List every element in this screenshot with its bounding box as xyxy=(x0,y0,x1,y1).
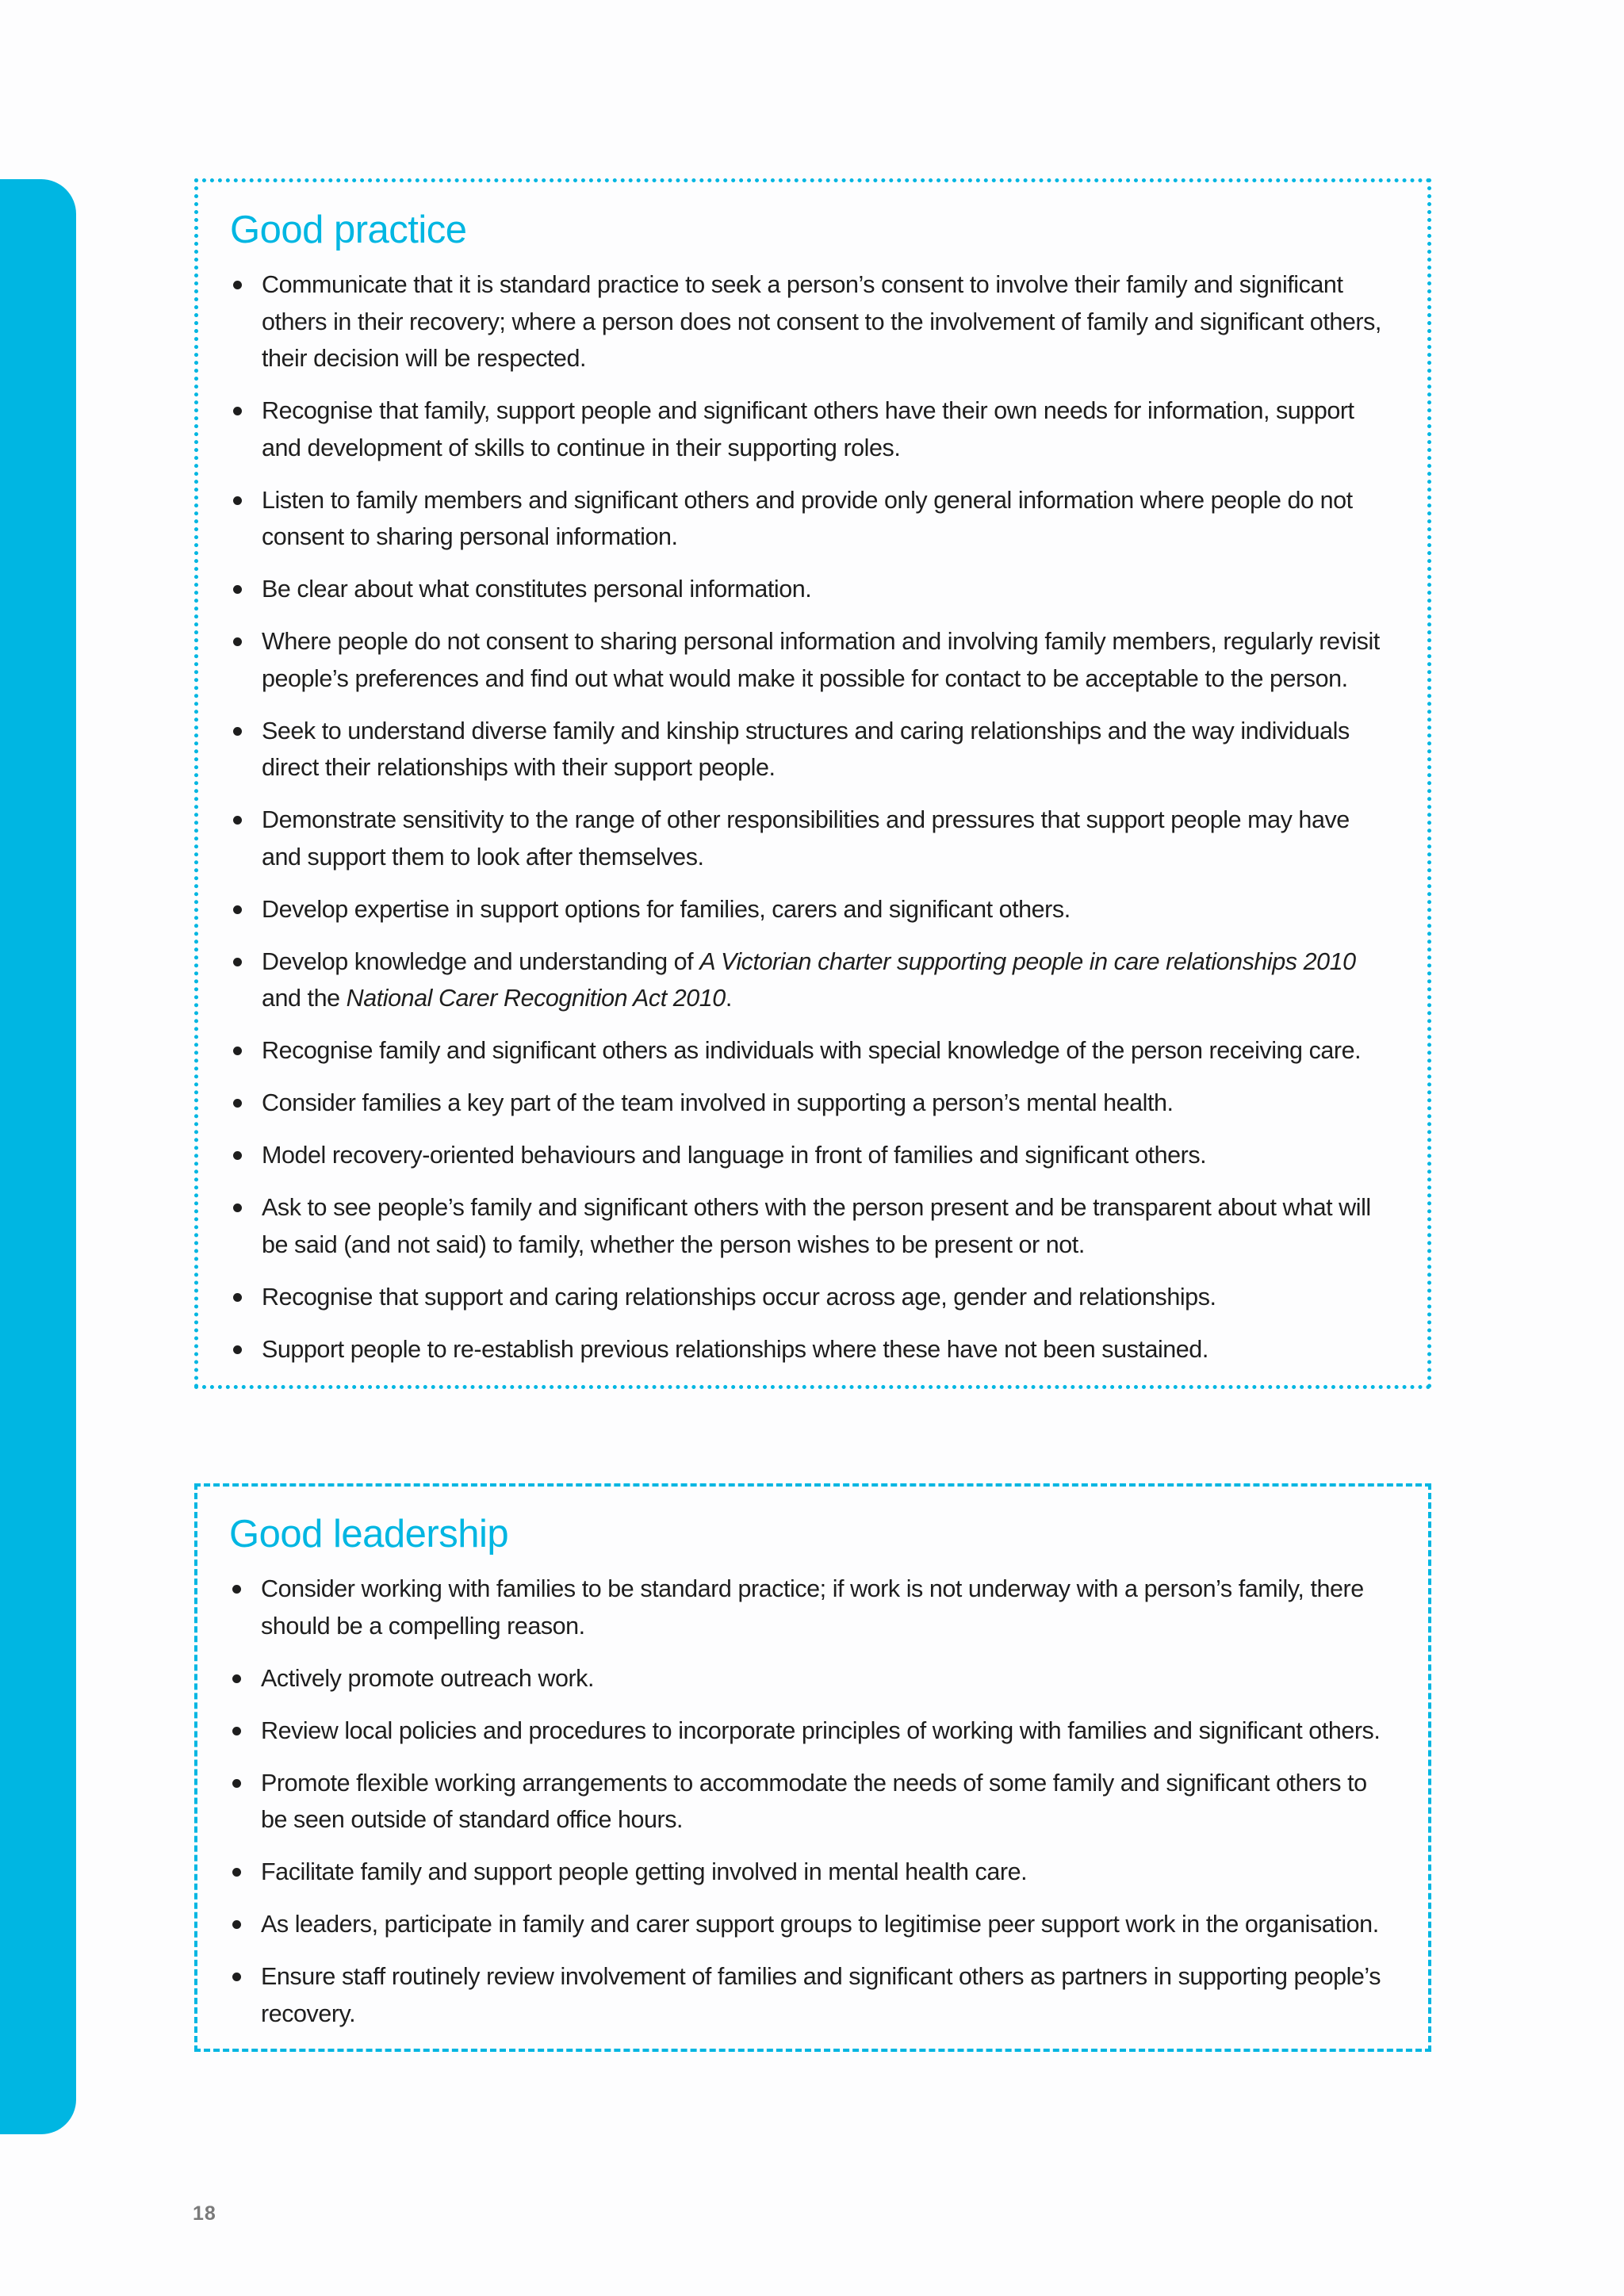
list-item: Actively promote outreach work. xyxy=(229,1660,1393,1697)
list-item: Review local policies and procedures to incorporate principles of working with families and significant others. xyxy=(229,1712,1393,1750)
list-item: Be clear about what constitutes personal information. xyxy=(230,571,1392,608)
list-item: Promote flexible working arrangements to accommodate the needs of some family and significant others to be seen outside of standard office hours. xyxy=(229,1765,1393,1839)
list-item: Recognise that family, support people and significant others have their own needs for information, support and development of skills to continue in their supporting roles. xyxy=(230,392,1392,466)
good-leadership-heading: Good leadership xyxy=(229,1513,509,1556)
list-item: Listen to family members and significant others and provide only general information where people do not consent to sharing personal information. xyxy=(230,482,1392,556)
list-item: Develop expertise in support options for families, carers and significant others. xyxy=(230,891,1392,928)
list-item: Where people do not consent to sharing personal information and involving family members, regularly revisit people’s preferences and find out what would make it possible for contact to be acceptable to the person. xyxy=(230,623,1392,697)
side-tab-decoration xyxy=(0,179,76,2134)
list-item-charter xyxy=(230,943,1392,1017)
list-item: Ensure staff routinely review involvement of families and significant others as partners in supporting people’s recovery. xyxy=(229,1958,1393,2032)
list-item: Demonstrate sensitivity to the range of other responsibilities and pressures that support people may have and support them to look after themselves. xyxy=(230,802,1392,875)
charter-title: A Victorian charter supporting people in care relationships 2010 xyxy=(699,947,1356,975)
charter-suffix: . xyxy=(725,985,732,1012)
good-leadership-list xyxy=(229,1571,1393,2032)
list-item: Ask to see people’s family and significant others with the person present and be transparent about what will be said (and not said) to family, whether the person wishes to be present or not. xyxy=(230,1189,1392,1263)
list-item: Consider families a key part of the team involved in supporting a person’s mental health. xyxy=(230,1085,1392,1122)
list-item: Model recovery-oriented behaviours and language in front of families and significant others. xyxy=(230,1137,1392,1174)
list-item: Communicate that it is standard practice to seek a person’s consent to involve their family and significant others in their recovery; where a person does not consent to the involvement of family and significant others, their decision will be respected. xyxy=(230,266,1392,377)
good-leadership-box xyxy=(194,1483,1431,2052)
list-item: As leaders, participate in family and carer support groups to legitimise peer support work in the organisation. xyxy=(229,1906,1393,1943)
page-number: 18 xyxy=(193,2202,216,2225)
list-item: Facilitate family and support people getting involved in mental health care. xyxy=(229,1854,1393,1891)
list-item: Seek to understand diverse family and kinship structures and caring relationships and the way individuals direct their relationships with their support people. xyxy=(230,713,1392,786)
good-practice-box xyxy=(194,178,1431,1389)
good-practice-list xyxy=(230,266,1392,1368)
list-item: Support people to re-establish previous relationships where these have not been sustained. xyxy=(230,1331,1392,1368)
charter-middle: and the xyxy=(262,985,347,1012)
charter-prefix: Develop knowledge and understanding of xyxy=(262,947,700,975)
good-practice-heading: Good practice xyxy=(230,209,467,251)
act-title: National Carer Recognition Act 2010 xyxy=(346,985,726,1012)
list-item: Recognise that support and caring relationships occur across age, gender and relationships. xyxy=(230,1279,1392,1316)
list-item: Recognise family and significant others as individuals with special knowledge of the person receiving care. xyxy=(230,1032,1392,1070)
list-item: Consider working with families to be standard practice; if work is not underway with a person’s family, there should be a compelling reason. xyxy=(229,1571,1393,1644)
